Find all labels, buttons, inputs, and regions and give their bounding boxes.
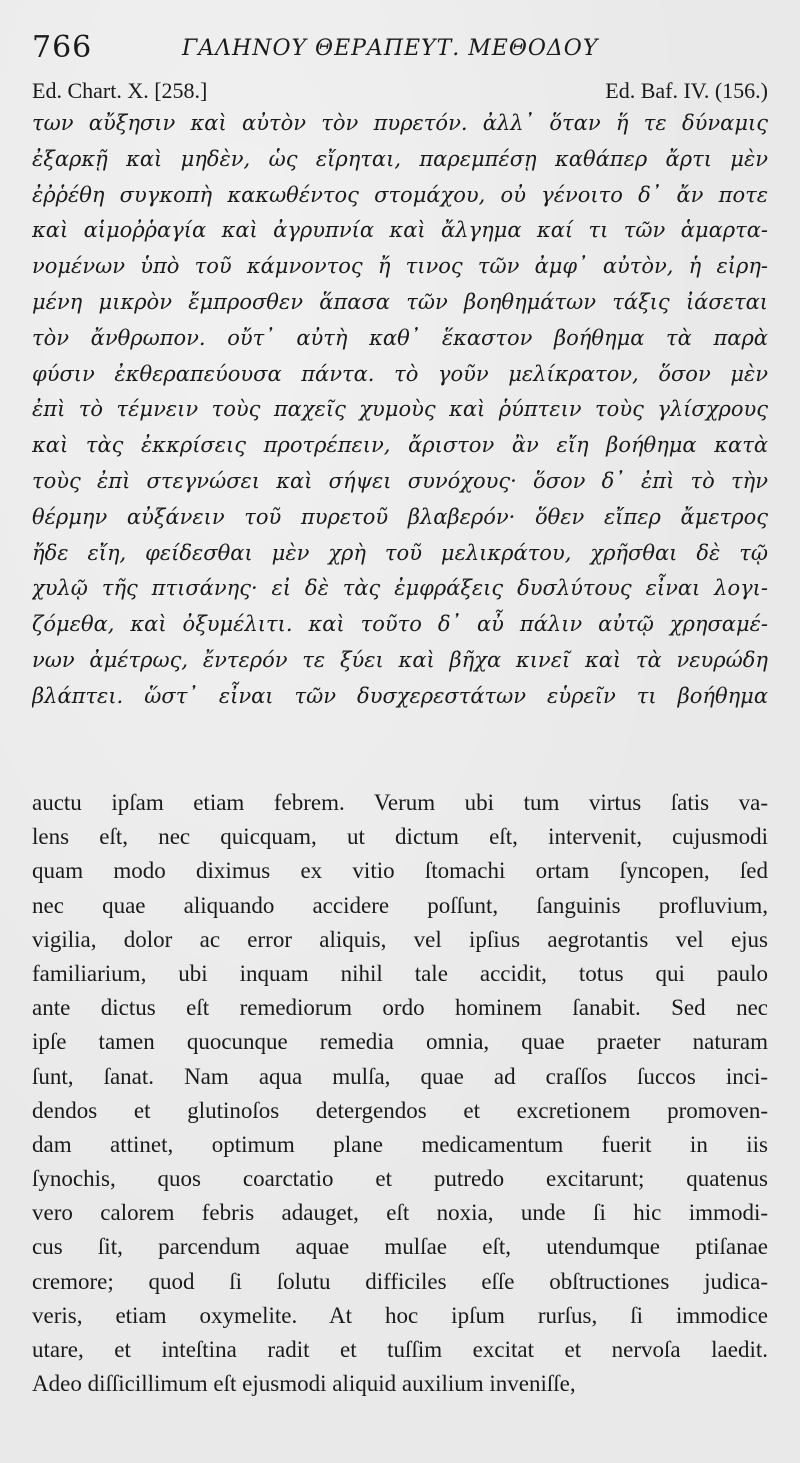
latin-text-line: dam attinet, optimum plane medicamentum fuerit in iis: [32, 1131, 768, 1157]
running-title: ΓΑΛΗΝΟΥ ΘΕΡΑΠΕΥΤ. ΜΕΘΟΔΟΥ: [182, 36, 599, 61]
latin-text-line: ipſe tamen quocunque remedia omnia, quae praeter naturam: [32, 1029, 768, 1055]
latin-text-line: auctu ipſam etiam febrem. Verum ubi tum virtus ſatis va-: [32, 790, 768, 815]
latin-text-line: vigilia, dolor ac error aliquis, vel ipſius aegrotantis vel ejus: [32, 926, 768, 952]
greek-text-line: χυλῷ τῆς πτισάνης· εἰ δὲ τὰς ἐμφράξεις δυσλύτους εἶναι λογι-: [32, 576, 768, 601]
greek-text-line: τὸν ἄνθρωπον. οὔτ᾽ αὐτὴ καθ᾽ ἕκαστον βοήθημα τὰ παρὰ: [32, 325, 768, 350]
greek-text-line: φύσιν ἐκθεραπεύουσα πάντα. τὸ γοῦν μελίκρατον, ὅσον μὲν: [32, 361, 768, 386]
latin-text-block: [32, 786, 768, 1401]
greek-text-line: τοὺς ἐπὶ στεγνώσει καὶ σήψει συνόχους· ὅσον δ᾽ ἐπὶ τὸ τὴν: [32, 468, 768, 493]
latin-text-line: ante dictus eſt remediorum ordo hominem ſanabit. Sed nec: [32, 995, 768, 1021]
greek-text-line: νομένων ὑπὸ τοῦ κάμνοντος ἤ τινος τῶν ἀμφ᾽ αὐτὸν, ἡ εἰρη-: [32, 254, 768, 279]
page-header: [32, 30, 772, 70]
latin-text-line: familiarium, ubi inquam nihil tale accidit, totus qui paulo: [32, 960, 768, 986]
latin-text-line: quam modo diximus ex vitio ſtomachi ortam ſyncopen, ſed: [32, 858, 768, 884]
latin-text-line: veris, etiam oxymelite. At hoc ipſum rurſus, ſi immodice: [32, 1302, 768, 1328]
greek-text-line: ἤδε εἴη, φείδεσθαι μὲν χρὴ τοῦ μελικράτου, χρῆσθαι δὲ τῷ: [32, 540, 768, 565]
page-number: 766: [32, 30, 93, 65]
greek-text-line: νων ἀμέτρως, ἔντερόν τε ξύει καὶ βῆχα κινεῖ καὶ τὰ νευρώδη: [32, 647, 768, 672]
greek-text-line: καὶ αἱμοῤῥαγία καὶ ἀγρυπνία καὶ ἄλγημα καί τι τῶν ἁμαρτα-: [32, 218, 768, 243]
greek-text-line: ἐῤῥέθη συγκοπὴ κακωθέντος στομάχου, οὐ γένοιτο δ᾽ ἄν ποτε: [32, 182, 768, 207]
greek-text-line: ζόμεθα, καὶ ὀξυμέλιτι. καὶ τοῦτο δ᾽ αὖ πάλιν αὐτῷ χρησαμέ-: [32, 612, 768, 637]
edition-chart-reference: Ed. Chart. X. [258.]: [32, 78, 208, 103]
latin-text-line: vero calorem febris adauget, eſt noxia, unde ſi hic immodi-: [32, 1200, 768, 1226]
latin-text-line: nec quae aliquando accidere poſſunt, ſanguinis profluvium,: [32, 892, 768, 918]
latin-text-line: ſunt, ſanat. Nam aqua mulſa, quae ad craſſos ſuccos inci-: [32, 1063, 768, 1089]
latin-text-line: cus ſit, parcendum aquae mulſae eſt, utendumque ptiſanae: [32, 1234, 768, 1260]
greek-text-line: ἐξαρκῇ καὶ μηδὲν, ὡς εἴρηται, παρεμπέσῃ καθάπερ ἄρτι μὲν: [32, 146, 768, 171]
edition-basel-reference: Ed. Baf. IV. (156.): [605, 78, 768, 103]
greek-text-block: [32, 106, 768, 715]
greek-text-line: βλάπτει. ὥστ᾽ εἶναι τῶν δυσχερεστάτων εὑρεῖν τι βοήθημα: [32, 683, 768, 708]
latin-text-line: Adeo diſſicillimum eſt ejusmodi aliquid auxilium inveniſſe,: [32, 1371, 576, 1397]
greek-text-line: μένη μικρὸν ἔμπροσθεν ἅπασα τῶν βοηθημάτων τάξις ἰάσεται: [32, 289, 768, 314]
latin-text-line: lens eſt, nec quicquam, ut dictum eſt, intervenit, cujusmodi: [32, 824, 768, 850]
latin-text-line: utare, et inteſtina radit et tuſſim excitat et nervoſa laedit.: [32, 1337, 768, 1362]
greek-text-line: ἐπὶ τὸ τέμνειν τοὺς παχεῖς χυμοὺς καὶ ῥύπτειν τοὺς γλίσχρους: [32, 397, 768, 422]
latin-text-line: dendos et glutinoſos detergendos et excretionem promoven-: [32, 1097, 768, 1123]
greek-text-line: των αὔξησιν καὶ αὐτὸν τὸν πυρετόν. ἀλλ᾽ ὅταν ἥ τε δύναμις: [32, 111, 768, 135]
greek-text-line: καὶ τὰς ἐκκρίσεις προτρέπειν, ἄριστον ἂν εἴη βοήθημα κατὰ: [32, 433, 768, 458]
edition-reference-line: [32, 78, 768, 108]
latin-text-line: ſynochis, quos coarctatio et putredo excitarunt; quatenus: [32, 1166, 768, 1192]
greek-text-line: θέρμην αὐξάνειν τοῦ πυρετοῦ βλαβερόν· ὅθεν εἴπερ ἄμετρος: [32, 504, 768, 529]
latin-text-line: cremore; quod ſi ſolutu difficiles eſſe obſtructiones judica-: [32, 1268, 768, 1294]
